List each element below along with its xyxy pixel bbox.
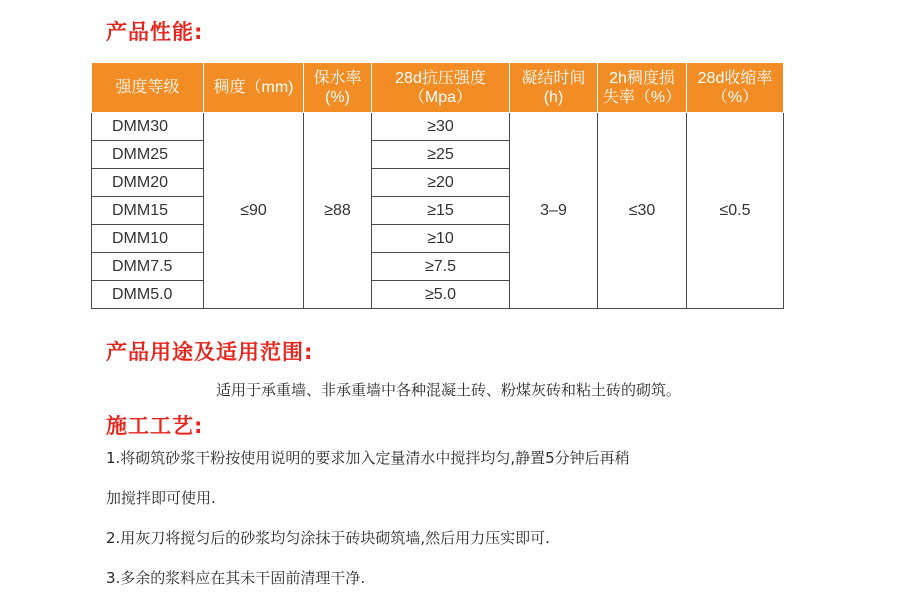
table-header-label: 凝结时间: [521, 69, 586, 87]
strength-cell: ≥7.5: [372, 253, 510, 281]
step-3: 3.多余的浆料应在其未干固前清理干净.: [106, 569, 366, 587]
table-header-cell: [304, 63, 372, 113]
strength-cell: ≥20: [372, 169, 510, 197]
shrinkage-cell: ≤0.5: [687, 113, 784, 309]
step-1-line-2: 加搅拌即可使用.: [106, 489, 216, 507]
grade-cell: DMM30: [92, 113, 204, 141]
table-header-label: 失率（%）: [602, 88, 682, 106]
table-header-label: （%）: [711, 88, 759, 106]
table-header-cell: [598, 63, 687, 113]
table-header-cell: [372, 63, 510, 113]
grade-cell: DMM15: [92, 197, 204, 225]
consistency-cell: ≤90: [204, 113, 304, 309]
usage-text: 适用于承重墙、非承重墙中各种混凝土砖、粉煤灰砖和粘土砖的砌筑。: [216, 381, 682, 399]
loss-rate-cell: ≤30: [598, 113, 687, 309]
table-header-label: 28d收缩率: [697, 69, 773, 87]
grade-cell: DMM7.5: [92, 253, 204, 281]
table-header-cell: [687, 63, 784, 113]
table-header-cell: [92, 63, 204, 113]
strength-cell: ≥5.0: [372, 281, 510, 309]
table-header-label: 稠度（mm): [213, 79, 294, 96]
performance-heading: 产品性能:: [106, 20, 204, 44]
table-header-label: （Mpa）: [408, 88, 473, 106]
table-header-label: (%): [325, 88, 350, 106]
grade-cell: DMM5.0: [92, 281, 204, 309]
table-header-cell: [510, 63, 598, 113]
table-header-label: 28d抗压强度: [395, 69, 486, 87]
strength-cell: ≥10: [372, 225, 510, 253]
grade-cell: DMM10: [92, 225, 204, 253]
strength-cell: ≥30: [372, 113, 510, 141]
table-header-row: [92, 63, 784, 113]
grade-cell: DMM20: [92, 169, 204, 197]
table-header-cell: [204, 63, 304, 113]
strength-cell: ≥15: [372, 197, 510, 225]
grade-cell: DMM25: [92, 141, 204, 169]
table-row: [92, 113, 784, 141]
setting-time-cell: 3–9: [510, 113, 598, 309]
process-heading: 施工工艺:: [106, 414, 204, 438]
water-retention-cell: ≥88: [304, 113, 372, 309]
performance-table: [91, 62, 784, 309]
table-header-label: 强度等级: [115, 79, 180, 96]
table-body: [92, 113, 784, 309]
table-header-label: 2h稠度损: [609, 69, 675, 87]
step-2: 2.用灰刀将搅匀后的砂浆均匀涂抹于砖块砌筑墙,然后用力压实即可.: [106, 529, 550, 547]
usage-heading: 产品用途及适用范围:: [106, 340, 314, 364]
step-1-line-1: 1.将砌筑砂浆干粉按使用说明的要求加入定量清水中搅拌均匀,静置5分钟后再稍: [106, 449, 630, 467]
strength-cell: ≥25: [372, 141, 510, 169]
table-header-label: 保水率: [313, 69, 362, 87]
table-header-label: (h): [543, 88, 564, 106]
